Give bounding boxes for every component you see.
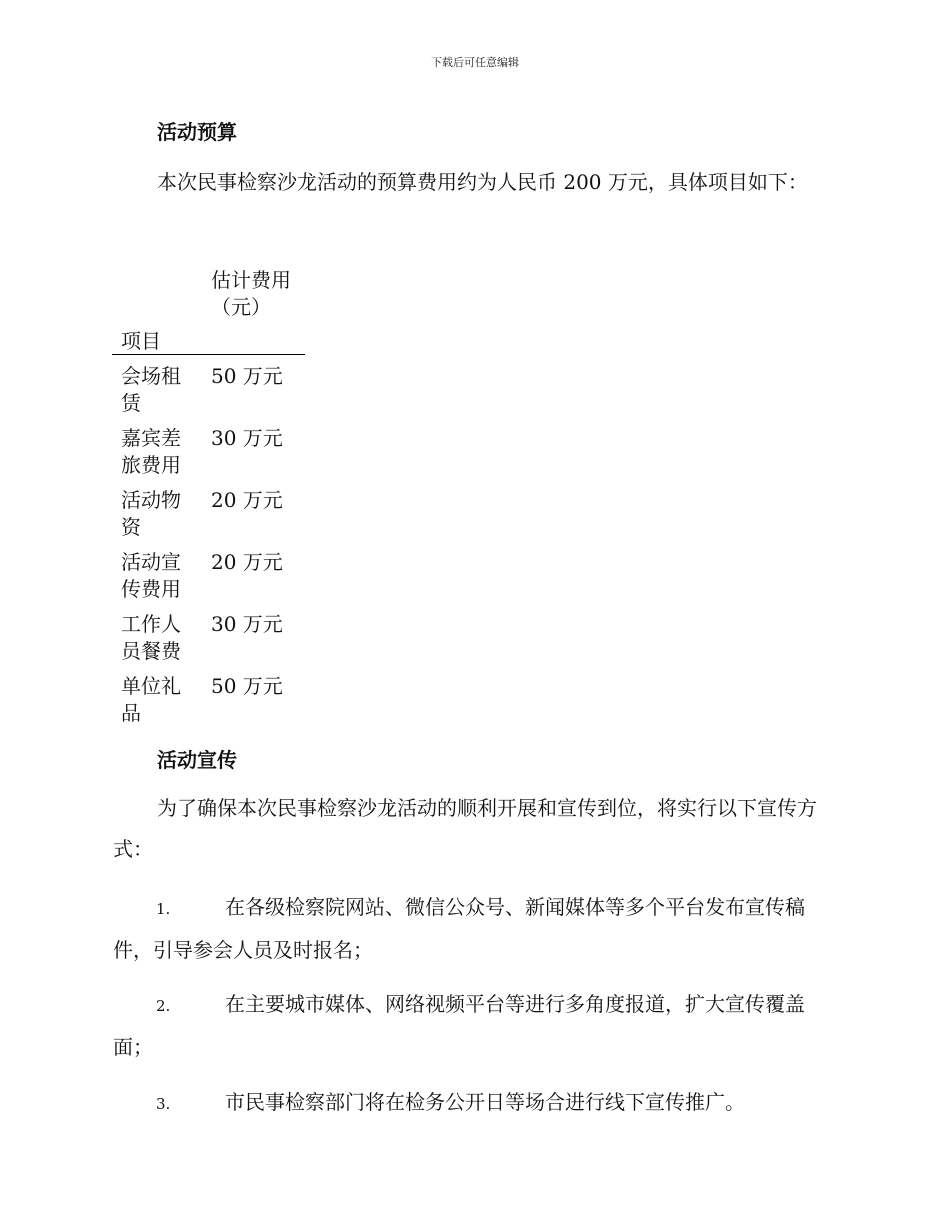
row-cost: 20 万元 [211,488,283,512]
list-text: 市民事检察部门将在检务公开日等场合进行线下宣传推广。 [225,1090,745,1114]
table-row [112,603,305,665]
budget-intro-text: 本次民事检察沙龙活动的预算费用约为人民币 200 万元，具体项目如下： [157,170,808,194]
table-row [112,665,305,727]
row-cost: 30 万元 [211,426,283,450]
promotion-intro [113,788,837,870]
list-item [113,1082,837,1125]
table-row [112,541,305,603]
budget-table [112,265,305,727]
row-item: 活动宣传费用 [121,550,181,601]
list-number: 3. [156,1095,171,1113]
column-header-cost: 估计费用（元） [211,268,291,319]
list-item [113,887,837,971]
column-header-item: 项目 [121,329,161,353]
table-row [112,417,305,479]
table-row [112,355,305,417]
list-text: 在主要城市媒体、网络视频平台等进行多角度报道，扩大宣传覆盖面； [113,992,805,1059]
row-item: 活动物资 [121,488,181,539]
page-header: 下载后可任意编辑 [431,56,519,69]
row-cost: 50 万元 [211,674,283,698]
budget-intro [113,162,837,203]
section-title-promotion: 活动宣传 [157,748,237,772]
list-text: 在各级检察院网站、微信公众号、新闻媒体等多个平台发布宣传稿件，引导参会人员及时报名； [113,895,805,962]
row-cost: 30 万元 [211,612,283,636]
table-header [112,265,305,355]
row-item: 会场租赁 [121,364,181,415]
list-number: 2. [156,997,171,1015]
row-item: 工作人员餐费 [121,612,181,663]
section-title-budget: 活动预算 [157,120,237,144]
list-item [113,984,837,1068]
list-number: 1. [156,900,171,918]
promotion-intro-text: 为了确保本次民事检察沙龙活动的顺利开展和宣传到位，将实行以下宣传方式： [113,796,817,861]
row-item: 单位礼品 [121,674,181,725]
row-cost: 20 万元 [211,550,283,574]
table-row [112,479,305,541]
row-cost: 50 万元 [211,364,283,388]
row-item: 嘉宾差旅费用 [121,426,181,477]
